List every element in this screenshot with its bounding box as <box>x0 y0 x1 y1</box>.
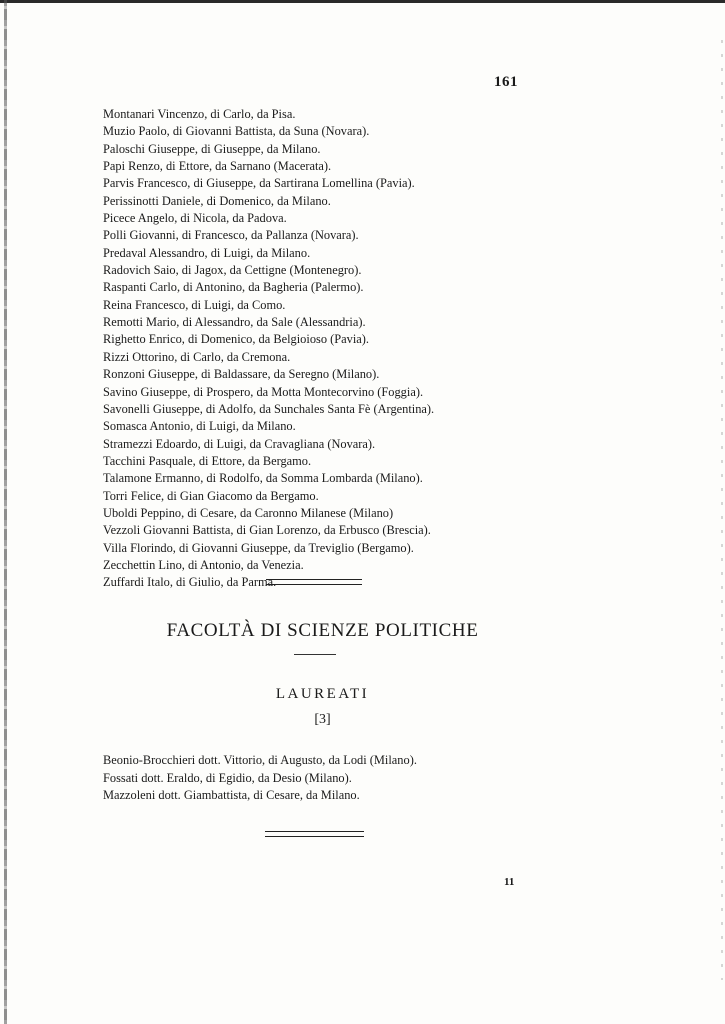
graduate-count-text: [3] <box>314 712 331 727</box>
closing-divider <box>265 831 364 837</box>
list-item: Uboldi Peppino, di Cesare, da Caronno Milanese (Milano) <box>103 505 394 520</box>
graduate-list <box>103 752 417 805</box>
list-item: Picece Angelo, di Nicola, da Padova. <box>103 211 287 226</box>
printer-signature-mark: 11 <box>504 876 515 888</box>
list-item: Talamone Ermanno, di Rodolfo, da Somma Lombarda (Milano). <box>103 471 423 486</box>
heading-underline <box>294 654 336 655</box>
list-item: Papi Renzo, di Ettore, da Sarnano (Macerata). <box>103 159 332 174</box>
list-item: Perissinotti Daniele, di Domenico, da Milano. <box>103 193 331 208</box>
graduate-count <box>0 712 630 728</box>
list-item: Reina Francesco, di Luigi, da Como. <box>103 297 286 312</box>
page-number: 161 <box>494 74 518 90</box>
list-item: Zuffardi Italo, di Giulio, da Parma. <box>103 575 277 590</box>
list-item: Vezzoli Giovanni Battista, di Gian Lorenzo, da Erbusco (Brescia). <box>103 523 431 538</box>
page-top-edge <box>0 0 725 3</box>
list-item: Predaval Alessandro, di Luigi, da Milano. <box>103 245 311 260</box>
list-item: Mazzoleni dott. Giambattista, di Cesare, da Milano. <box>103 788 360 802</box>
section-heading-text: LAUREATI <box>275 686 370 702</box>
list-item: Somasca Antonio, di Luigi, da Milano. <box>103 419 296 434</box>
list-item: Parvis Francesco, di Giuseppe, da Sartirana Lomellina (Pavia). <box>103 176 415 191</box>
faculty-heading <box>0 620 630 642</box>
list-item: Torri Felice, di Gian Giacomo da Bergamo. <box>103 488 319 503</box>
list-item: Rizzi Ottorino, di Carlo, da Cremona. <box>103 349 291 364</box>
list-item: Zecchettin Lino, di Antonio, da Venezia. <box>103 557 304 572</box>
list-item: Savonelli Giuseppe, di Adolfo, da Sunchales Santa Fè (Argentina). <box>103 401 435 416</box>
list-item: Radovich Saio, di Jagox, da Cettigne (Montenegro). <box>103 263 362 278</box>
list-item: Savino Giuseppe, di Prospero, da Motta Montecorvino (Foggia). <box>103 384 424 399</box>
section-divider <box>266 579 362 585</box>
list-item: Remotti Mario, di Alessandro, da Sale (Alessandria). <box>103 315 366 330</box>
list-item: Montanari Vincenzo, di Carlo, da Pisa. <box>103 107 296 121</box>
list-item: Righetto Enrico, di Domenico, da Belgioioso (Pavia). <box>103 332 370 347</box>
list-item: Tacchini Pasquale, di Ettore, da Bergamo. <box>103 453 312 468</box>
section-heading <box>0 686 630 703</box>
list-item: Ronzoni Giuseppe, di Baldassare, da Seregno (Milano). <box>103 367 380 382</box>
binding-edge <box>4 0 7 1024</box>
list-item: Villa Florindo, di Giovanni Giuseppe, da Treviglio (Bergamo). <box>103 540 414 555</box>
student-list <box>103 106 434 592</box>
page-right-edge <box>721 40 723 980</box>
list-item: Beonio-Brocchieri dott. Vittorio, di Augusto, da Lodi (Milano). <box>103 753 417 767</box>
list-item: Fossati dott. Eraldo, di Egidio, da Desio (Milano). <box>103 770 352 785</box>
list-item: Stramezzi Edoardo, di Luigi, da Cravagliana (Novara). <box>103 436 376 451</box>
list-item: Muzio Paolo, di Giovanni Battista, da Suna (Novara). <box>103 124 370 139</box>
list-item: Raspanti Carlo, di Antonino, da Bagheria (Palermo). <box>103 280 364 295</box>
list-item: Polli Giovanni, di Francesco, da Pallanza (Novara). <box>103 228 359 243</box>
faculty-heading-text: FACOLTÀ DI SCIENZE POLITICHE <box>166 620 479 641</box>
list-item: Paloschi Giuseppe, di Giuseppe, da Milano. <box>103 141 321 156</box>
